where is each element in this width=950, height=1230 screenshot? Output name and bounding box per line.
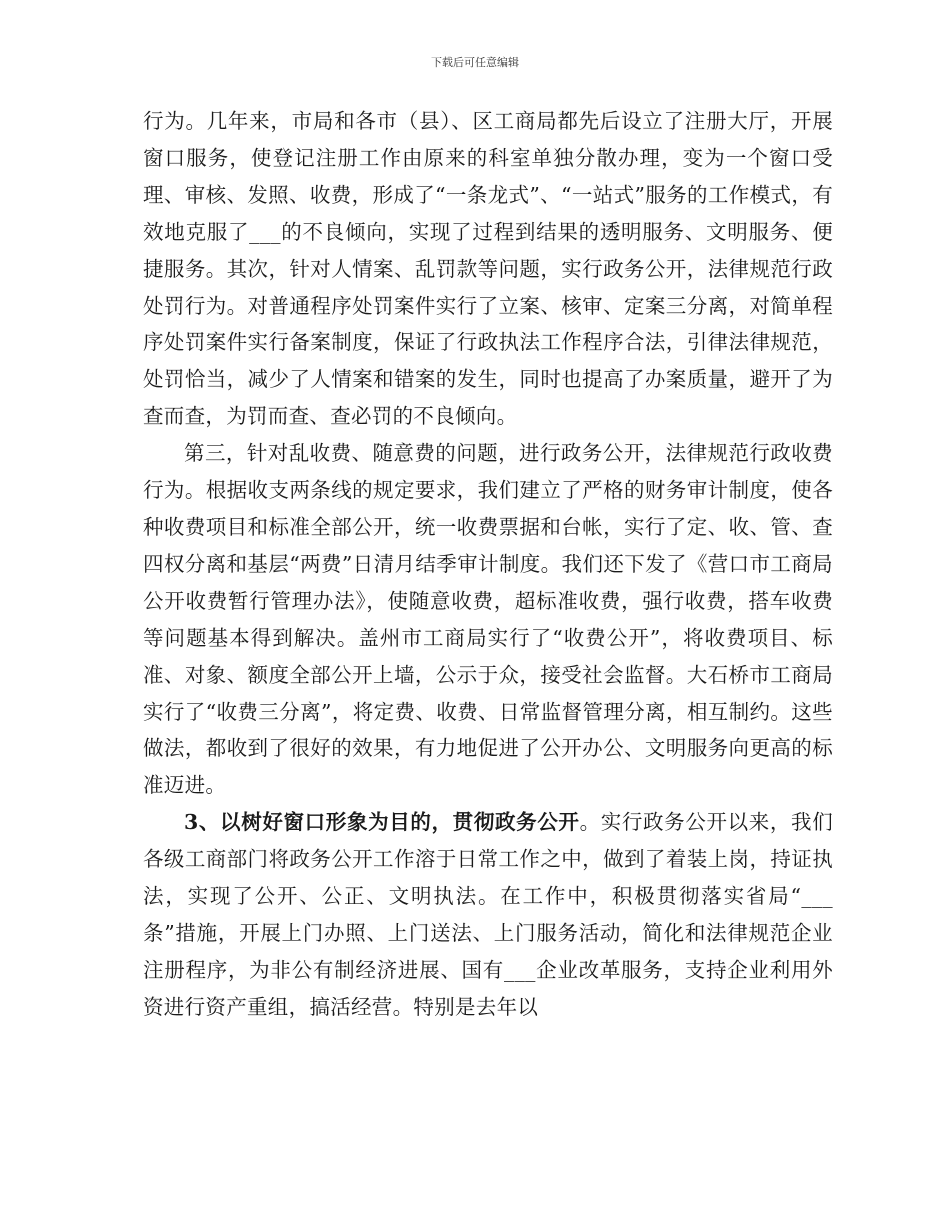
paragraph-third-point: 第三，针对乱收费、随意费的问题，进行政务公开，法律规范行政收费行为。根据收支两条线的规定要求，我们建立了严格的财务审计制度，使各种收费项目和标准全部公开，统一收费票据和台帐，实行了定、收、管、查四权分离和基层“两费”日清月结季审计制度。我们还下发了《营口市工商局公开收费暂行管理办法》，使随意收费，超标准收费，强行收费，搭车收费等问题基本得到解决。盖州市工商局实行了“收费公开”，将收费项目、标准、对象、额度全部公开上墙，公示于众，接受社会监督。大石桥市工商局实行了“收费三分离”，将定费、收费、日常监督管理分离，相互制约。这些做法，都收到了很好的效果，有力地促进了公开办公、文明服务向更高的标准迈进。 (143, 441, 833, 798)
document-body (143, 103, 833, 1026)
paragraph-section-3 (143, 804, 833, 1025)
section-3-body: 。实行政务公开以来，我们各级工商部门将政务公开工作溶于日常工作之中，做到了着装上岗，持证执法，实现了公开、公正、文明执法。在工作中，积极贯彻落实省局“___条”措施，开展上门办照、上门送法、上门服务活动，简化和法律规范企业注册程序，为非公有制经济进展、国有___企业改革服务，支持企业利用外资进行资产重组，搞活经营。特别是去年以 (143, 810, 833, 1019)
section-3-heading: 3、以树好窗口形象为目的，贯彻政务公开 (184, 810, 580, 835)
paragraph-continuation: 行为。几年来，市局和各市（县）、区工商局都先后设立了注册大厅，开展窗口服务，使登记注册工作由原来的科室单独分散办理，变为一个窗口受理、审核、发照、收费，形成了“一条龙式”、“一站式”服务的工作模式，有效地克服了___的不良倾向，实现了过程到结果的透明服务、文明服务、便捷服务。其次，针对人情案、乱罚款等问题，实行政务公开，法律规范行政处罚行为。对普通程序处罚案件实行了立案、核审、定案三分离，对简单程序处罚案件实行备案制度，保证了行政执法工作程序合法，引律法律规范，处罚恰当，减少了人情案和错案的发生，同时也提高了办案质量，避开了为查而查，为罚而查、查必罚的不良倾向。 (143, 109, 833, 429)
page-header-note: 下载后可任意编辑 (431, 56, 519, 69)
